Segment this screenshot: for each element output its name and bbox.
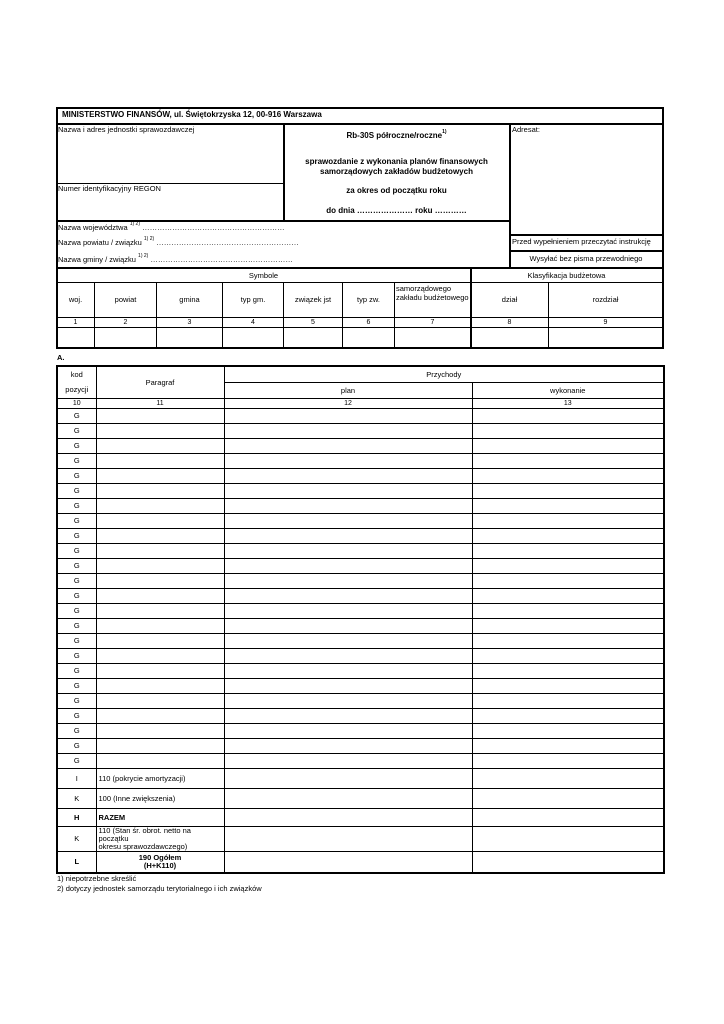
row-paragraph[interactable] bbox=[96, 708, 224, 723]
col-num-11: 11 bbox=[96, 398, 224, 408]
row-paragraph-line: 110 (Stan śr. obrot. netto na początku bbox=[98, 825, 191, 843]
divider bbox=[56, 317, 664, 318]
row-code: G bbox=[57, 543, 96, 558]
table-row bbox=[57, 513, 664, 528]
row-plan-value[interactable] bbox=[224, 648, 472, 663]
table-row bbox=[57, 678, 664, 693]
row-execution-value[interactable] bbox=[472, 588, 664, 603]
row-code: G bbox=[57, 453, 96, 468]
col-num-2: 2 bbox=[123, 319, 128, 326]
row-code: K bbox=[57, 788, 96, 808]
row-paragraph[interactable] bbox=[96, 633, 224, 648]
row-execution-value[interactable] bbox=[472, 483, 664, 498]
commune-dots: ………………………………………………… bbox=[150, 255, 293, 264]
row-code: G bbox=[57, 603, 96, 618]
table-row bbox=[57, 423, 664, 438]
row-plan-value[interactable] bbox=[224, 573, 472, 588]
row-plan-value[interactable] bbox=[224, 498, 472, 513]
table-row bbox=[57, 498, 664, 513]
date-line[interactable]: do dnia ………………… roku ………… bbox=[326, 206, 467, 215]
divider bbox=[509, 250, 664, 252]
col-zwiazek-jst: związek jst bbox=[294, 295, 332, 304]
income-table bbox=[56, 365, 665, 874]
row-plan-value[interactable] bbox=[224, 826, 472, 851]
divider bbox=[283, 282, 284, 348]
divider bbox=[156, 282, 157, 348]
row-plan-value[interactable] bbox=[224, 528, 472, 543]
row-code: G bbox=[57, 423, 96, 438]
table-row bbox=[57, 663, 664, 678]
row-code: G bbox=[57, 753, 96, 768]
table-row bbox=[57, 723, 664, 738]
table-row bbox=[57, 528, 664, 543]
row-paragraph-line: (H+K110) bbox=[143, 860, 177, 870]
footnote-2: 2) dotyczy jednostek samorządu terytorialnego i ich związków bbox=[57, 884, 262, 893]
row-paragraph[interactable]: RAZEM bbox=[96, 808, 224, 826]
row-paragraph[interactable] bbox=[96, 483, 224, 498]
row-execution-value[interactable] bbox=[472, 468, 664, 483]
col-typ-zw: typ zw. bbox=[357, 295, 380, 304]
form-code-text: Rb-30S półroczne/roczne bbox=[346, 131, 443, 140]
row-code: G bbox=[57, 483, 96, 498]
divider bbox=[222, 282, 223, 348]
row-plan-value[interactable] bbox=[224, 678, 472, 693]
divider bbox=[394, 282, 395, 348]
row-plan-value[interactable] bbox=[224, 453, 472, 468]
row-code: G bbox=[57, 678, 96, 693]
col-rozdzial: rozdział bbox=[592, 295, 619, 304]
voivodeship-dots: ………………………………………………… bbox=[142, 223, 285, 232]
col-num-9: 9 bbox=[603, 319, 608, 326]
col-num-1: 1 bbox=[73, 319, 78, 326]
row-plan-value[interactable] bbox=[224, 423, 472, 438]
row-code: G bbox=[57, 528, 96, 543]
divider bbox=[94, 282, 95, 348]
title-line1: sprawozdanie z wykonania planów finansowych bbox=[305, 157, 488, 166]
row-paragraph[interactable] bbox=[96, 573, 224, 588]
table-row bbox=[57, 543, 664, 558]
col-woj: woj. bbox=[68, 295, 83, 304]
col-num-12: 12 bbox=[224, 398, 472, 408]
row-execution-value[interactable] bbox=[472, 573, 664, 588]
row-plan-value[interactable] bbox=[224, 723, 472, 738]
row-execution-value[interactable] bbox=[472, 423, 664, 438]
commune-sup: 1) 2) bbox=[138, 253, 149, 259]
row-plan-value[interactable] bbox=[224, 738, 472, 753]
row-code: L bbox=[57, 851, 96, 873]
row-plan-value[interactable] bbox=[224, 483, 472, 498]
row-code: G bbox=[57, 633, 96, 648]
section-a-label: A. bbox=[57, 353, 65, 362]
row-paragraph[interactable] bbox=[96, 498, 224, 513]
row-paragraph[interactable] bbox=[96, 423, 224, 438]
row-paragraph-line: 190 Ogółem bbox=[138, 852, 182, 862]
divider bbox=[509, 234, 664, 236]
row-execution-value[interactable] bbox=[472, 558, 664, 573]
divider bbox=[56, 267, 664, 269]
regon-label: Numer identyfikacyjny REGON bbox=[58, 184, 161, 193]
row-plan-value[interactable] bbox=[224, 438, 472, 453]
divider bbox=[56, 327, 664, 328]
symbols-group-label: Symbole bbox=[248, 271, 279, 280]
col-code-header-2: pozycji bbox=[57, 382, 96, 398]
table-header-row-1 bbox=[57, 366, 664, 382]
col-num-8: 8 bbox=[507, 319, 512, 326]
row-execution-value[interactable] bbox=[472, 693, 664, 708]
row-paragraph[interactable] bbox=[96, 723, 224, 738]
col-num-6: 6 bbox=[366, 319, 371, 326]
row-code: G bbox=[57, 663, 96, 678]
row-code: H bbox=[57, 808, 96, 826]
row-code: G bbox=[57, 588, 96, 603]
divider bbox=[342, 282, 343, 348]
row-execution-value[interactable] bbox=[472, 453, 664, 468]
table-row bbox=[57, 618, 664, 633]
district-dots: ………………………………………………… bbox=[156, 238, 299, 247]
row-code: G bbox=[57, 708, 96, 723]
row-paragraph[interactable] bbox=[96, 738, 224, 753]
row-paragraph[interactable] bbox=[96, 826, 224, 851]
row-paragraph[interactable] bbox=[96, 453, 224, 468]
row-paragraph[interactable] bbox=[96, 648, 224, 663]
unit-name-label: Nazwa i adres jednostki sprawozdawczej bbox=[58, 125, 195, 134]
frame-right bbox=[662, 107, 664, 349]
row-paragraph-line: okresu sprawozdawczego) bbox=[98, 841, 188, 851]
table-row bbox=[57, 708, 664, 723]
row-execution-value[interactable] bbox=[472, 618, 664, 633]
row-code: G bbox=[57, 438, 96, 453]
col-typ-gm: typ gm. bbox=[240, 295, 266, 304]
period-text: za okres od początku roku bbox=[346, 186, 447, 195]
commune-label: Nazwa gminy / związku bbox=[58, 255, 136, 264]
table-row bbox=[57, 468, 664, 483]
row-code: G bbox=[57, 468, 96, 483]
table-row bbox=[57, 558, 664, 573]
row-code: G bbox=[57, 693, 96, 708]
table-row bbox=[57, 788, 664, 808]
row-paragraph[interactable] bbox=[96, 603, 224, 618]
voivodeship-sup: 1) 2) bbox=[129, 221, 140, 227]
commune-line[interactable] bbox=[58, 253, 293, 264]
row-code: I bbox=[57, 768, 96, 788]
col-num-13: 13 bbox=[472, 398, 664, 408]
row-plan-value[interactable] bbox=[224, 468, 472, 483]
row-execution-value[interactable] bbox=[472, 753, 664, 768]
table-number-row bbox=[57, 398, 664, 408]
row-plan-value[interactable] bbox=[224, 633, 472, 648]
row-plan-value[interactable] bbox=[224, 588, 472, 603]
row-code: G bbox=[57, 408, 96, 423]
row-plan-value[interactable] bbox=[224, 543, 472, 558]
row-execution-value[interactable] bbox=[472, 603, 664, 618]
budget-group-label: Klasyfikacja budżetowa bbox=[527, 271, 606, 280]
row-paragraph[interactable] bbox=[96, 678, 224, 693]
table-row bbox=[57, 603, 664, 618]
row-paragraph[interactable] bbox=[96, 513, 224, 528]
row-paragraph[interactable] bbox=[96, 588, 224, 603]
voivodeship-label: Nazwa województwa bbox=[58, 223, 128, 232]
row-plan-value[interactable] bbox=[224, 513, 472, 528]
row-execution-value[interactable] bbox=[472, 513, 664, 528]
col-gmina: gmina bbox=[179, 295, 200, 304]
row-plan-value[interactable] bbox=[224, 788, 472, 808]
addressee-field[interactable] bbox=[511, 125, 662, 235]
col-income-header: Przychody bbox=[224, 366, 664, 382]
col-plan-header: plan bbox=[224, 382, 472, 398]
income-table-body bbox=[57, 366, 664, 873]
table-row bbox=[57, 573, 664, 588]
row-plan-value[interactable] bbox=[224, 408, 472, 423]
row-execution-value[interactable] bbox=[472, 648, 664, 663]
row-execution-value[interactable] bbox=[472, 851, 664, 873]
row-paragraph[interactable] bbox=[96, 663, 224, 678]
row-plan-value[interactable] bbox=[224, 753, 472, 768]
row-execution-value[interactable] bbox=[472, 543, 664, 558]
row-execution-value[interactable] bbox=[472, 738, 664, 753]
table-row bbox=[57, 768, 664, 788]
row-plan-value[interactable] bbox=[224, 708, 472, 723]
row-paragraph[interactable]: 100 (Inne zwiększenia) bbox=[96, 788, 224, 808]
row-execution-value[interactable] bbox=[472, 808, 664, 826]
row-execution-value[interactable] bbox=[472, 826, 664, 851]
col-dzial: dział bbox=[501, 295, 518, 304]
row-code: G bbox=[57, 648, 96, 663]
addressee-label: Adresat: bbox=[512, 125, 540, 134]
table-row bbox=[57, 453, 664, 468]
row-execution-value[interactable] bbox=[472, 768, 664, 788]
col-num-10: 10 bbox=[57, 398, 96, 408]
table-row bbox=[57, 648, 664, 663]
col-execution-header: wykonanie bbox=[472, 382, 664, 398]
row-execution-value[interactable] bbox=[472, 528, 664, 543]
row-paragraph[interactable] bbox=[96, 851, 224, 873]
col-paragraph-header: Paragraf bbox=[96, 366, 224, 398]
row-execution-value[interactable] bbox=[472, 788, 664, 808]
table-row bbox=[57, 588, 664, 603]
row-code: G bbox=[57, 513, 96, 528]
row-plan-value[interactable] bbox=[224, 851, 472, 873]
table-row bbox=[57, 851, 664, 873]
row-execution-value[interactable] bbox=[472, 633, 664, 648]
row-paragraph[interactable] bbox=[96, 543, 224, 558]
title-line2: samorządowych zakładów budżetowych bbox=[320, 167, 473, 176]
district-sup: 1) 2) bbox=[143, 236, 155, 242]
frame-top bbox=[56, 107, 664, 109]
footnote-1: 1) niepotrzebne skreślić bbox=[57, 874, 137, 883]
row-plan-value[interactable] bbox=[224, 663, 472, 678]
divider bbox=[56, 220, 511, 222]
table-row bbox=[57, 808, 664, 826]
row-paragraph[interactable] bbox=[96, 528, 224, 543]
table-row bbox=[57, 483, 664, 498]
row-code: G bbox=[57, 723, 96, 738]
row-paragraph[interactable] bbox=[96, 408, 224, 423]
frame-bottom bbox=[56, 347, 664, 349]
divider bbox=[548, 282, 549, 348]
row-execution-value[interactable] bbox=[472, 498, 664, 513]
col-code-header: kod bbox=[57, 366, 96, 382]
table-row bbox=[57, 753, 664, 768]
form-code bbox=[284, 129, 509, 140]
col-num-5: 5 bbox=[311, 319, 315, 326]
table-row bbox=[57, 738, 664, 753]
col-powiat: powiat bbox=[114, 295, 137, 304]
row-code: G bbox=[57, 558, 96, 573]
instruction-note: Przed wypełnieniem przeczytać instrukcję bbox=[512, 237, 651, 246]
row-code: K bbox=[57, 826, 96, 851]
col-num-7: 7 bbox=[430, 319, 435, 326]
voivodeship-line[interactable] bbox=[58, 221, 285, 232]
row-paragraph[interactable] bbox=[96, 693, 224, 708]
row-execution-value[interactable] bbox=[472, 438, 664, 453]
row-paragraph[interactable] bbox=[96, 468, 224, 483]
col-num-4: 4 bbox=[251, 319, 255, 326]
col-zaklad: samorządowego zakładu budżetowego bbox=[396, 284, 469, 302]
row-execution-value[interactable] bbox=[472, 408, 664, 423]
row-plan-value[interactable] bbox=[224, 603, 472, 618]
row-paragraph[interactable] bbox=[96, 753, 224, 768]
divider bbox=[56, 282, 664, 283]
table-row bbox=[57, 826, 664, 851]
row-execution-value[interactable] bbox=[472, 678, 664, 693]
row-paragraph[interactable] bbox=[96, 558, 224, 573]
row-code: G bbox=[57, 573, 96, 588]
row-execution-value[interactable] bbox=[472, 663, 664, 678]
row-plan-value[interactable] bbox=[224, 558, 472, 573]
row-paragraph[interactable] bbox=[96, 438, 224, 453]
row-execution-value[interactable] bbox=[472, 723, 664, 738]
district-label: Nazwa powiatu / związku bbox=[58, 238, 142, 247]
row-plan-value[interactable] bbox=[224, 618, 472, 633]
no-cover-letter: Wysyłać bez pisma przewodniego bbox=[529, 254, 643, 263]
row-code: G bbox=[57, 498, 96, 513]
table-row bbox=[57, 408, 664, 423]
col-num-3: 3 bbox=[187, 319, 192, 326]
row-execution-value[interactable] bbox=[472, 708, 664, 723]
row-plan-value[interactable] bbox=[224, 808, 472, 826]
table-row bbox=[57, 693, 664, 708]
table-row bbox=[57, 633, 664, 648]
form-code-sup: 1) bbox=[442, 129, 447, 135]
row-plan-value[interactable] bbox=[224, 768, 472, 788]
row-code: G bbox=[57, 738, 96, 753]
row-plan-value[interactable] bbox=[224, 693, 472, 708]
row-paragraph[interactable]: 110 (pokrycie amortyzacji) bbox=[96, 768, 224, 788]
row-paragraph[interactable] bbox=[96, 618, 224, 633]
row-code: G bbox=[57, 618, 96, 633]
ministry-title: MINISTERSTWO FINANSÓW, ul. Świętokrzyska 12, 00-916 Warszawa bbox=[62, 110, 322, 119]
district-line[interactable] bbox=[58, 236, 299, 247]
table-row bbox=[57, 438, 664, 453]
